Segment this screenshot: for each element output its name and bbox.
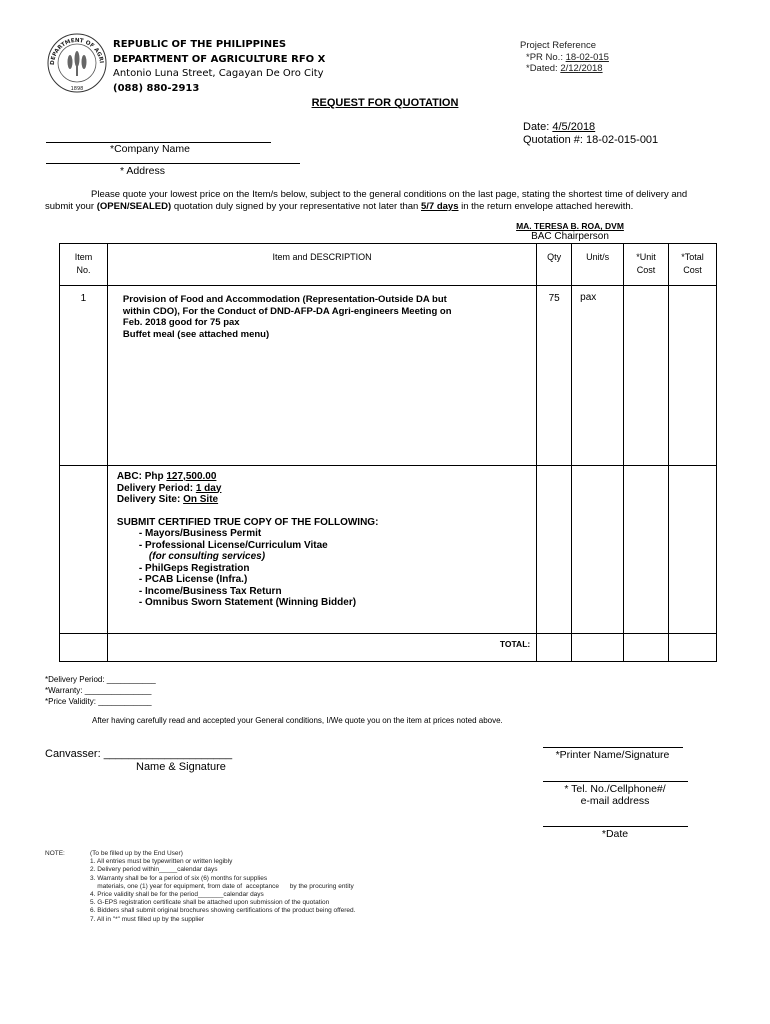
supplier-fields <box>45 674 156 707</box>
table-row <box>60 286 717 466</box>
date-value: 4/5/2018 <box>552 121 596 133</box>
row-description: Provision of Food and Accommodation (Representation-Outside DA but within CDO), For the Conduct of DND-AFP-DA Agri-engineers Meeting on Feb. 2018 good for 75 pax Buffet meal (see attached menu) <box>107 286 536 466</box>
submit-title: SUBMIT CERTIFIED TRUE COPY OF THE FOLLOWING: <box>116 516 379 528</box>
row-unit: pax <box>572 286 624 466</box>
project-reference-label: Project Reference <box>520 40 597 51</box>
republic-heading: REPUBLIC OF THE PHILIPPINES <box>113 39 287 50</box>
date-signature-line[interactable] <box>543 826 688 827</box>
header-description: Item and DESCRIPTION <box>107 244 536 286</box>
row-total-cost[interactable] <box>669 286 717 466</box>
dated-value: 2/12/2018 <box>560 63 603 74</box>
department-seal <box>46 32 108 94</box>
canvasser-field[interactable]: Canvasser: _____________________ <box>45 748 233 760</box>
delivery-period-value: 1 day <box>195 482 222 494</box>
pr-no-value: 18-02-015 <box>565 51 609 63</box>
requirements-block: ABC: Php 127,500.00 Delivery Period: 1 day Delivery Site: On Site SUBMIT CERTIFIED TRUE COPY OF THE FOLLOWING: - Mayors/Business Permit - Professional License/Curriculum Vitae (for consulting services) - PhilGeps Registration - PCAB License (Infra.) - Income/Business Tax Return - Omnibus Sworn Statement (Winning Bidder) <box>107 466 536 634</box>
table-header-row <box>60 244 717 286</box>
company-name-label: *Company Name <box>110 143 190 155</box>
notes-list: (To be filled up by the End User) 1. All entries must be typewritten or written legibly 2. Delivery period within_____calendar days 3. Warranty shall be for a period of six (6) months for supplies materials, one (1) year for equipment, from date of acceptance by the procuring entity 4. Price validity shall be for the period_______calendar days 5. G-EPS registration certificate shall be attached upon submission of the quotation 6. Bidders shall submit original brochures showing certifications of the product being offered. 7. All in "*" must filled up by the supplier <box>90 850 356 923</box>
submit-list: - Mayors/Business Permit - Professional License/Curriculum Vitae (for consulting services) - PhilGeps Registration - PCAB License (Infra.) - Income/Business Tax Return - Omnibus Sworn Statement (Winning Bidder) <box>138 528 357 608</box>
row-item-no: 1 <box>60 286 108 466</box>
agency-address: Antonio Luna Street, Cagayan De Oro City <box>113 68 324 79</box>
quotation-label: Quotation #: <box>523 133 583 146</box>
header-total-cost: *Total Cost <box>669 244 717 286</box>
address-line[interactable] <box>46 163 300 164</box>
header-unit: Unit/s <box>572 244 624 286</box>
warranty-field[interactable]: *Warranty: _______________ <box>45 686 152 695</box>
printer-signature-label: *Printer Name/Signature <box>555 749 670 761</box>
row-unit-cost[interactable] <box>624 286 669 466</box>
bac-name: MA. TERESA B. ROA, DVM <box>516 221 624 231</box>
header-qty: Qty <box>537 244 572 286</box>
tel-line[interactable] <box>543 781 688 782</box>
instruction-paragraph: Please quote your lowest price on the Item/s below, subject to the general conditions on the last page, stating the shortest time of delivery and submit your (OPEN/SEALED) quotation duly signed by your representative not later than 5/7 days in the return envelope attached herewith. <box>45 189 688 212</box>
address-label: * Address <box>120 165 165 177</box>
note-label: NOTE: <box>45 850 65 857</box>
total-row <box>60 634 717 662</box>
pr-no-label: *PR No.: <box>526 51 563 63</box>
date-block <box>523 121 658 146</box>
tel-label: * Tel. No./Cellphone#/ e-mail address <box>564 783 666 807</box>
requirements-row <box>60 466 717 634</box>
abc-value: 127,500.00 <box>166 471 217 482</box>
agency-header <box>113 38 325 96</box>
row-qty: 75 <box>537 286 572 466</box>
project-reference <box>520 40 609 75</box>
date-label: Date: <box>523 121 550 133</box>
seal-year: 1898 <box>70 86 84 92</box>
seal-arc-text: DEPARTMENT OF AGRI <box>49 37 104 66</box>
delivery-period-field[interactable]: *Delivery Period: ___________ <box>45 675 156 684</box>
quotation-table <box>59 243 717 662</box>
header-unit-cost: *Unit Cost <box>624 244 669 286</box>
document-title: REQUEST FOR QUOTATION <box>311 97 459 109</box>
total-label: TOTAL: <box>107 634 536 662</box>
date-signature-label: *Date <box>601 828 629 840</box>
acceptance-statement: After having carefully read and accepted your General conditions, I/We quote you on the item at prices noted above. <box>92 716 503 725</box>
delivery-site-value: On Site <box>183 494 219 505</box>
canvasser-sub-label: Name & Signature <box>136 761 226 773</box>
bac-chairperson <box>470 221 670 242</box>
printer-signature-line[interactable] <box>543 747 683 748</box>
department-heading: DEPARTMENT OF AGRICULTURE RFO X <box>113 53 326 65</box>
dated-label: *Dated: <box>526 63 558 74</box>
quotation-value: 18-02-015-001 <box>586 133 659 146</box>
header-item-no: Item No. <box>60 244 108 286</box>
bac-position: BAC Chairperson <box>531 231 609 242</box>
total-value[interactable] <box>669 634 717 662</box>
agency-phone: (088) 880-2913 <box>113 82 200 94</box>
price-validity-field[interactable]: *Price Validity: ____________ <box>45 697 152 706</box>
